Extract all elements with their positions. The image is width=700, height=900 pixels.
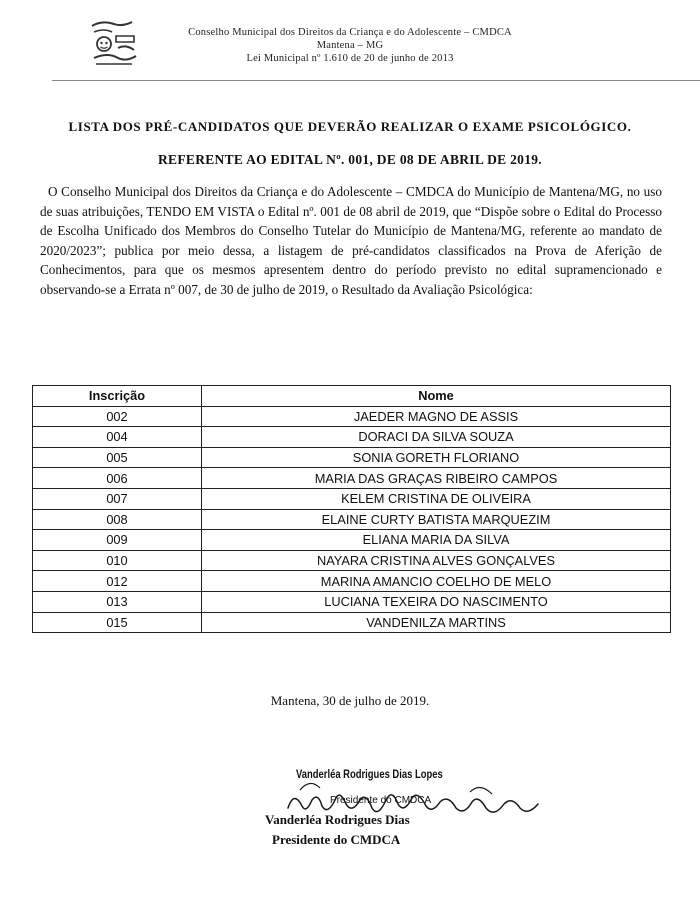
letterhead-council: Conselho Municipal dos Direitos da Criança e do Adolescente – CMDCA <box>188 27 512 38</box>
table-row <box>33 447 671 468</box>
column-header-nome: Nome <box>202 386 671 407</box>
table-row <box>33 571 671 592</box>
inscricao-cell: 015 <box>33 612 202 633</box>
nome-cell: ELIANA MARIA DA SILVA <box>202 530 671 551</box>
document-subtitle: REFERENTE AO EDITAL Nº. 001, DE 08 DE ABRIL DE 2019. <box>157 152 542 167</box>
intro-paragraph: O Conselho Municipal dos Direitos da Criança e do Adolescente – CMDCA do Município de Mantena/MG, no uso de suas atribuições, TENDO EM VISTA o Edital nº. 001 de 08 abril de 2019, que “Dispõe sobre o Edital do Processo de Escolha Unificado dos Membros do Conselho Tutelar do Município de Mantena/MG, referente ao mandato de 2020/2023”; publica por meio dessa, a listagem de pré-candidatos classificados na Prova de Aferição de Conhecimentos, para que os mesmos apresentem dentro do período previsto no edital supramencionado e observando-se a Errata nº 007, de 30 de julho de 2019, o Resultado da Avaliação Psicológica: <box>40 184 662 297</box>
nome-cell: JAEDER MAGNO DE ASSIS <box>202 406 671 427</box>
table-row <box>33 530 671 551</box>
inscricao-cell: 009 <box>33 530 202 551</box>
nome-cell: LUCIANA TEXEIRA DO NASCIMENTO <box>202 591 671 612</box>
nome-cell: NAYARA CRISTINA ALVES GONÇALVES <box>202 550 671 571</box>
nome-cell: MARIA DAS GRAÇAS RIBEIRO CAMPOS <box>202 468 671 489</box>
nome-cell: ELAINE CURTY BATISTA MARQUEZIM <box>202 509 671 530</box>
candidates-table <box>32 385 671 633</box>
header-divider <box>52 80 700 81</box>
nome-cell: VANDENILZA MARTINS <box>202 612 671 633</box>
signatory-name: Vanderléa Rodrigues Dias <box>265 812 410 827</box>
table-row <box>33 468 671 489</box>
inscricao-cell: 013 <box>33 591 202 612</box>
inscricao-cell: 012 <box>33 571 202 592</box>
inscricao-cell: 002 <box>33 406 202 427</box>
inscricao-cell: 008 <box>33 509 202 530</box>
nome-cell: KELEM CRISTINA DE OLIVEIRA <box>202 488 671 509</box>
signature-stamp-name: Vanderléa Rodrigues Dias Lopes <box>296 769 443 781</box>
inscricao-cell: 010 <box>33 550 202 571</box>
table-row <box>33 612 671 633</box>
inscricao-cell: 007 <box>33 488 202 509</box>
letterhead <box>150 26 550 65</box>
inscricao-cell: 004 <box>33 427 202 448</box>
nome-cell: DORACI DA SILVA SOUZA <box>202 427 671 448</box>
table-header-row <box>33 386 671 407</box>
nome-cell: SONIA GORETH FLORIANO <box>202 447 671 468</box>
inscricao-cell: 005 <box>33 447 202 468</box>
column-header-inscricao: Inscrição <box>33 386 202 407</box>
table-row <box>33 591 671 612</box>
table-row <box>33 427 671 448</box>
table-row <box>33 509 671 530</box>
document-title: LISTA DOS PRÉ-CANDIDATOS QUE DEVERÃO REALIZAR O EXAME PSICOLÓGICO. <box>68 119 632 134</box>
letterhead-law: Lei Municipal nº 1.610 de 20 de junho de 2013 <box>246 53 454 64</box>
inscricao-cell: 006 <box>33 468 202 489</box>
table-row <box>33 406 671 427</box>
table-row <box>33 488 671 509</box>
letterhead-city: Mantena – MG <box>316 40 384 51</box>
signature-stamp-role: Presidente do CMDCA <box>330 795 432 806</box>
cmdca-logo-icon <box>88 18 140 66</box>
document-date: Mantena, 30 de julho de 2019. <box>270 693 430 708</box>
signatory-role: Presidente do CMDCA <box>272 832 401 847</box>
nome-cell: MARINA AMANCIO COELHO DE MELO <box>202 571 671 592</box>
table-row <box>33 550 671 571</box>
